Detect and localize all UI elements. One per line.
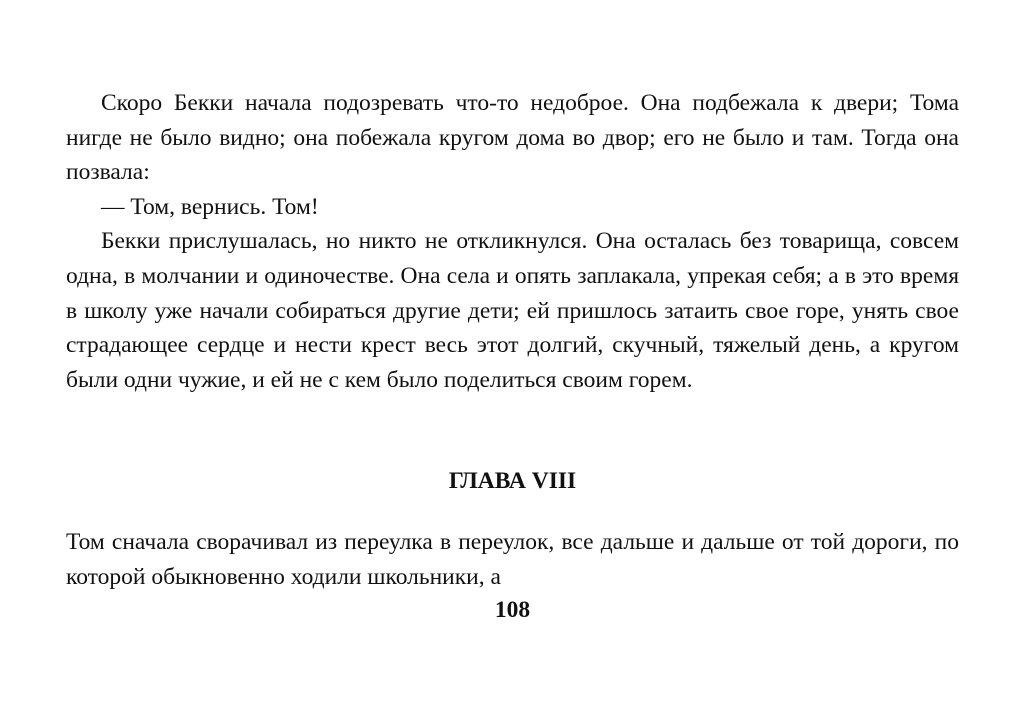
book-page xyxy=(66,86,959,625)
paragraph-becky-suspects: Скоро Бекки начала подозревать что-то недоброе. Она подбежала к двери; Тома нигде не было видно; она побежала кругом дома во двор; его не было и там. Тогда она позвала: xyxy=(66,90,959,186)
chapter-first-paragraph: Том сначала сворачивал из переулка в переулок, все дальше и дальше от той дороги, по которой обыкновенно ходили школьники, а xyxy=(66,529,959,590)
chapter-heading: ГЛАВА VIII xyxy=(448,468,577,495)
page-number: 108 xyxy=(494,596,531,623)
paragraph-dialogue-tom-come-back: — Том, вернись. Том! xyxy=(101,193,319,220)
paragraph-becky-alone: Бекки прислушалась, но никто не откликнулся. Она осталась без товарища, совсем одна, в молчании и одиночестве. Она села и опять заплакала, упрекая себя; а в это время в школу уже начали собираться другие дети; ей пришлось затаить свое горе, унять свое страдающее сердце и нести крест весь этот долгий, скучный, тяжелый день, а кругом были одни чужие, и ей не с кем было поделиться своим горем. xyxy=(66,228,959,393)
